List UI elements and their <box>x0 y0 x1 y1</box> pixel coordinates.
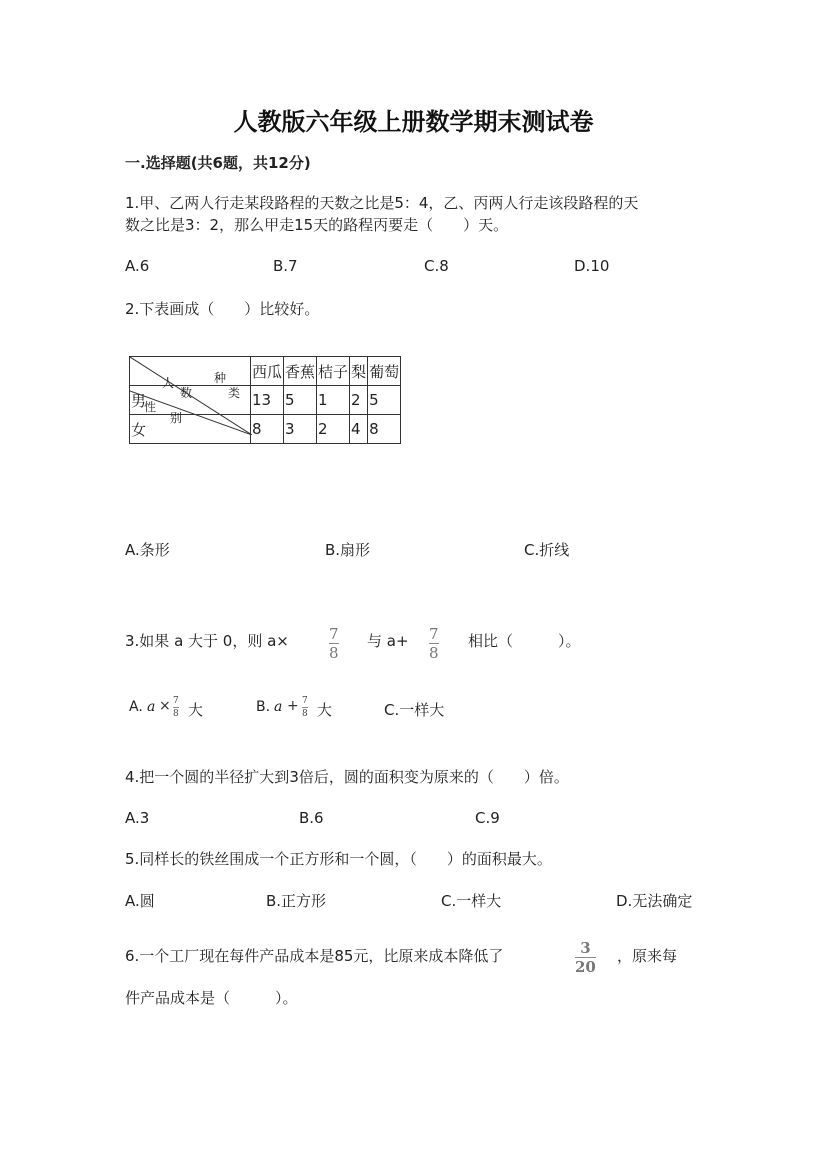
fraction-denominator: 8 <box>329 644 339 662</box>
table-header-cell: 西瓜 <box>251 357 284 386</box>
table-cell: 13 <box>251 386 284 415</box>
fraction-denominator: 8 <box>302 709 308 719</box>
corner-label-ren: 人 <box>162 376 175 390</box>
question-6-prefix: 6.一个工厂现在每件产品成本是85元，比原来成本降低了 <box>125 947 504 965</box>
q1-option-b: B.7 <box>273 257 298 275</box>
q4-option-a: A.3 <box>125 809 150 827</box>
table-cell: 2 <box>350 386 368 415</box>
q3-option-c: C.一样大 <box>384 701 445 719</box>
fraction-small-seven-eighths <box>302 696 308 719</box>
q4-option-c: C.9 <box>475 809 500 827</box>
corner-label-zhong: 种 <box>214 371 227 385</box>
q3-option-a-var: a <box>147 699 156 715</box>
question-1-line-1: 1.甲、乙两人行走某段路程的天数之比是5：4，乙、丙两人行走该段路程的天 <box>125 194 639 212</box>
table-header-cell: 桔子 <box>317 357 350 386</box>
question-6-suffix: ，原来每 <box>617 947 678 965</box>
fraction-bar <box>302 707 308 708</box>
q2-option-c: C.折线 <box>524 541 570 559</box>
fraction-three-twentieths <box>575 940 596 975</box>
question-2-text: 2.下表画成（ ）比较好。 <box>125 300 320 318</box>
data-table <box>129 356 401 444</box>
fraction-small-seven-eighths <box>173 696 179 719</box>
table-header-cell: 梨 <box>350 357 368 386</box>
fraction-denominator: 8 <box>429 644 439 662</box>
row-label: 女 <box>130 415 251 444</box>
table-cell: 1 <box>317 386 350 415</box>
fraction-numerator: 7 <box>173 696 179 706</box>
question-3-prefix: 3.如果 a 大于 0，则 a× <box>125 632 289 650</box>
q3-option-b-var: a <box>274 699 283 715</box>
corner-label-xing: 性 <box>144 400 157 414</box>
question-5-text: 5.同样长的铁丝围成一个正方形和一个圆，（ ）的面积最大。 <box>125 850 552 868</box>
question-6-line-2: 件产品成本是（ ）。 <box>125 989 298 1007</box>
q3-option-a-op: × <box>159 698 171 714</box>
q3-option-b-tail: 大 <box>317 701 333 719</box>
table-cell: 8 <box>368 415 401 444</box>
q5-option-c: C.一样大 <box>441 892 502 910</box>
table-cell: 3 <box>284 415 317 444</box>
q1-option-d: D.10 <box>574 257 610 275</box>
q3-option-b-op: + <box>287 698 299 714</box>
q3-option-a-tail: 大 <box>188 701 204 719</box>
q4-option-b: B.6 <box>299 809 324 827</box>
table-cell: 4 <box>350 415 368 444</box>
q5-option-d: D.无法确定 <box>616 892 693 910</box>
question-1-line-2: 数之比是3：2，那么甲走15天的路程丙要走（ ）天。 <box>125 216 509 234</box>
fraction-denominator: 20 <box>575 958 596 976</box>
q5-option-a: A.圆 <box>125 892 155 910</box>
fraction-numerator: 7 <box>329 625 339 643</box>
table-cell: 2 <box>317 415 350 444</box>
fraction-numerator: 7 <box>429 625 439 643</box>
question-4-text: 4.把一个圆的半径扩大到3倍后，圆的面积变为原来的（ ）倍。 <box>125 768 569 786</box>
corner-label-bie: 别 <box>170 411 183 425</box>
fraction-bar <box>173 707 179 708</box>
table-header-cell: 香蕉 <box>284 357 317 386</box>
table-cell: 8 <box>251 415 284 444</box>
fraction-seven-eighths <box>329 626 339 661</box>
table-header-row <box>130 357 401 386</box>
q3-option-b-letter: B. <box>256 699 271 715</box>
fraction-numerator: 7 <box>302 696 308 706</box>
table-cell: 5 <box>368 386 401 415</box>
q1-option-a: A.6 <box>125 257 150 275</box>
page-title: 人教版六年级上册数学期末测试卷 <box>233 107 594 136</box>
corner-label-lei: 类 <box>228 386 241 400</box>
table-corner-cell <box>130 357 251 425</box>
q2-option-b: B.扇形 <box>325 541 371 559</box>
question-3-mid: 与 a+ <box>367 632 409 650</box>
table-cell: 5 <box>284 386 317 415</box>
q2-option-a: A.条形 <box>125 541 170 559</box>
question-3-suffix: 相比（ ）。 <box>468 632 581 650</box>
row-label: 男 <box>130 386 251 415</box>
table-header-cell: 葡萄 <box>368 357 401 386</box>
q5-option-b: B.正方形 <box>266 892 327 910</box>
section-heading: 一.选择题(共6题，共12分) <box>125 154 311 172</box>
fraction-seven-eighths <box>429 626 439 661</box>
fraction-numerator: 3 <box>580 939 591 957</box>
fraction-denominator: 8 <box>173 709 179 719</box>
corner-label-shu: 数 <box>180 386 193 400</box>
q3-option-a-letter: A. <box>129 699 143 715</box>
q1-option-c: C.8 <box>424 257 449 275</box>
